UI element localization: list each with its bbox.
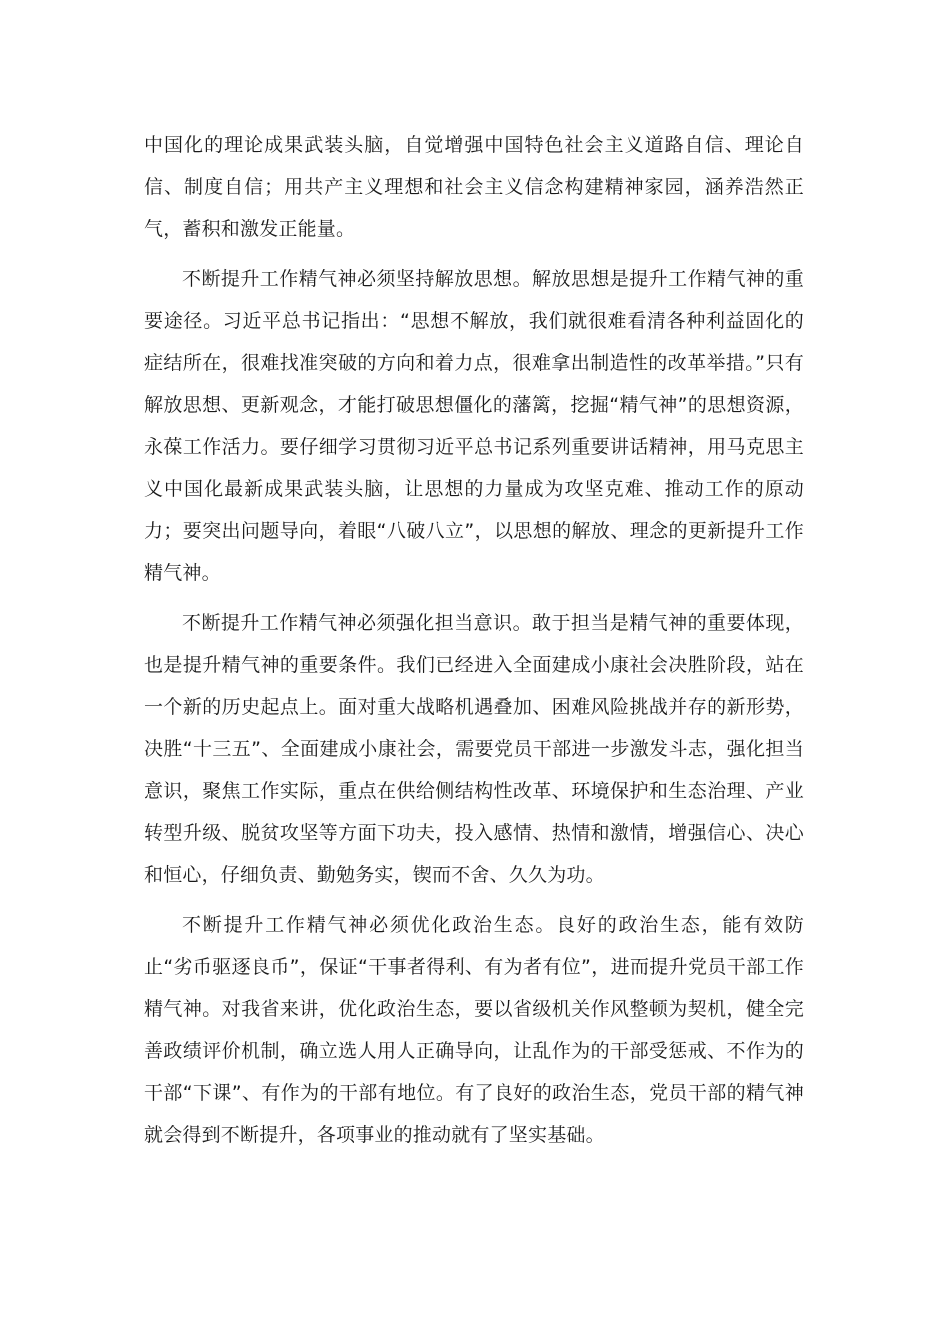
paragraph-continuation: 中国化的理论成果武装头脑，自觉增强中国特色社会主义道路自信、理论自信、制度自信；用共产主义理想和社会主义信念构建精神家园，涵养浩然正气，蓄积和激发正能量。 — [144, 134, 804, 240]
paragraph-political-ecology: 不断提升工作精气神必须优化政治生态。良好的政治生态，能有效防止“劣币驱逐良币”，保证“干事者得利、有为者有位”，进而提升党员干部工作精气神。对我省来讲，优化政治生态，要以省级机关作风整顿为契机，健全完善政绩评价机制，确立选人用人正确导向，让乱作为的干部受惩戒、不作为的干部“下课”、有作为的干部有地位。有了良好的政治生态，党员干部的精气神就会得到不断提升，各项事业的推动就有了坚实基础。 — [144, 914, 804, 1146]
document-body — [144, 124, 804, 1156]
paragraph-emancipate-mind: 不断提升工作精气神必须坚持解放思想。解放思想是提升工作精气神的重要途径。习近平总书记指出：“思想不解放，我们就很难看清各种利益固化的症结所在，很难找准突破的方向和着力点，很难拿出制造性的改革举措。”只有解放思想、更新观念，才能打破思想僵化的藩篱，挖掘“精气神”的思想资源，永葆工作活力。要仔细学习贯彻习近平总书记系列重要讲话精神，用马克思主义中国化最新成果武装头脑，让思想的力量成为攻坚克难、推动工作的原动力；要突出问题导向，着眼“八破八立”，以思想的解放、理念的更新提升工作精气神。 — [144, 268, 804, 584]
paragraph-responsibility: 不断提升工作精气神必须强化担当意识。敢于担当是精气神的重要体现，也是提升精气神的重要条件。我们已经进入全面建成小康社会决胜阶段，站在一个新的历史起点上。面对重大战略机遇叠加、困难风险挑战并存的新形势，决胜“十三五”、全面建成小康社会，需要党员干部进一步激发斗志，强化担当意识，聚焦工作实际，重点在供给侧结构性改革、环境保护和生态治理、产业转型升级、脱贫攻坚等方面下功夫，投入感情、热情和激情，增强信心、决心和恒心，仔细负责、勤勉务实，锲而不舍、久久为功。 — [144, 612, 804, 886]
